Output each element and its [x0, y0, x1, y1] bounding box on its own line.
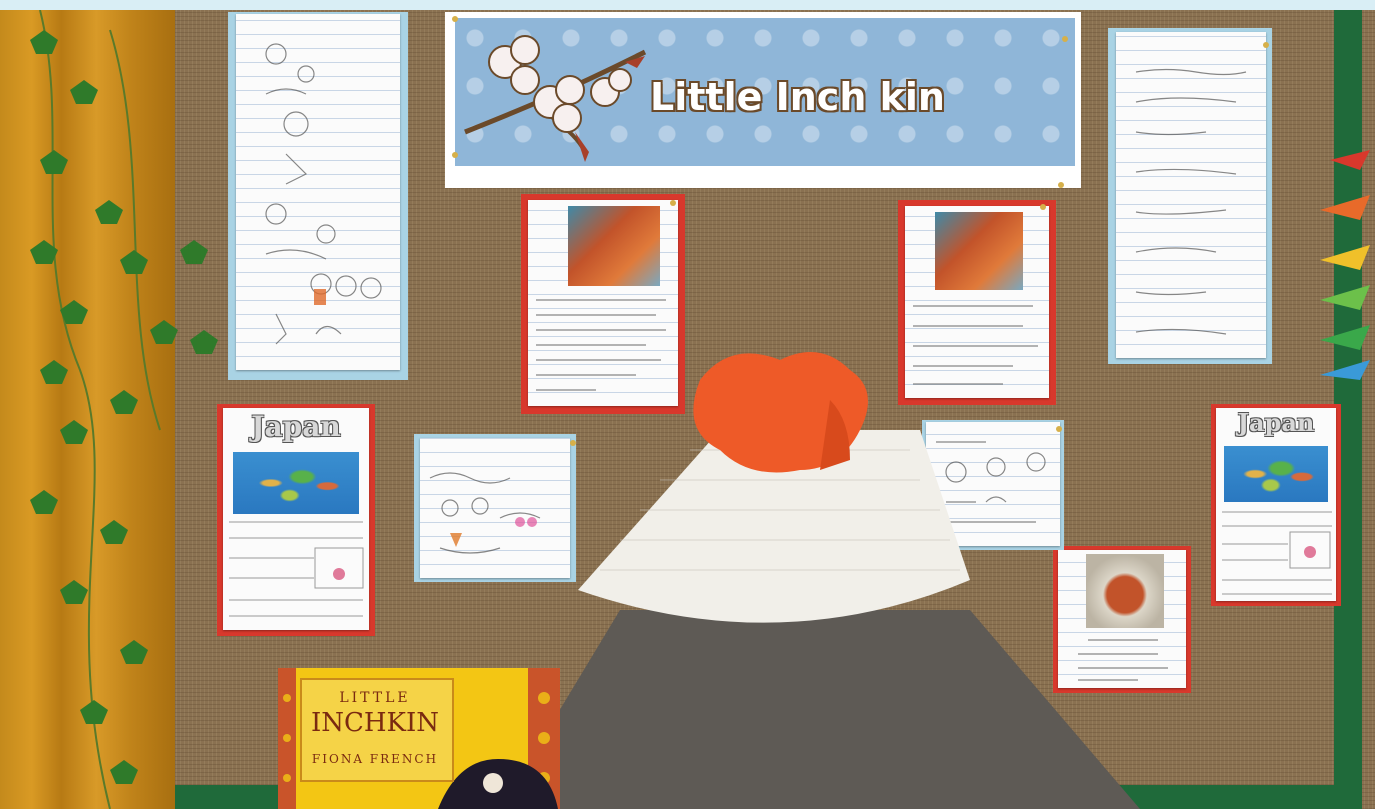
mountain-collage-image: [500, 330, 1150, 809]
japan-poster-left: [223, 408, 369, 630]
drawing-pin: [452, 16, 458, 22]
cherry-blossom-icon: [455, 22, 655, 162]
drawing-pin: [1062, 36, 1068, 42]
drawing-pin: [1040, 204, 1046, 210]
worksheet-lines-image: [1216, 408, 1336, 601]
drawing-pin: [1058, 182, 1064, 188]
pencil-writing-image: [1116, 32, 1266, 358]
worksheet-lines-image: [223, 408, 369, 630]
pupil-drawing-sheet: [236, 14, 400, 370]
book-title-line1: LITTLE: [339, 690, 411, 706]
japan-poster-right: [1216, 408, 1336, 601]
ivy-vine-decoration: [0, 10, 230, 809]
pupil-writing-sheet: [1116, 32, 1266, 358]
book-title-line2: INCHKIN: [310, 708, 440, 738]
book-author: FIONA FRENCH: [311, 752, 439, 766]
origami-cranes-decoration: [1310, 140, 1375, 390]
drawing-pin: [452, 152, 458, 158]
drawing-pin: [670, 200, 676, 206]
japan-poster-title: Japan: [1237, 408, 1315, 437]
pencil-drawing-image: [236, 14, 400, 370]
banner-title: Little Inch kin: [650, 75, 945, 119]
japan-poster-title: Japan: [251, 410, 341, 443]
drawing-pin: [1263, 42, 1269, 48]
